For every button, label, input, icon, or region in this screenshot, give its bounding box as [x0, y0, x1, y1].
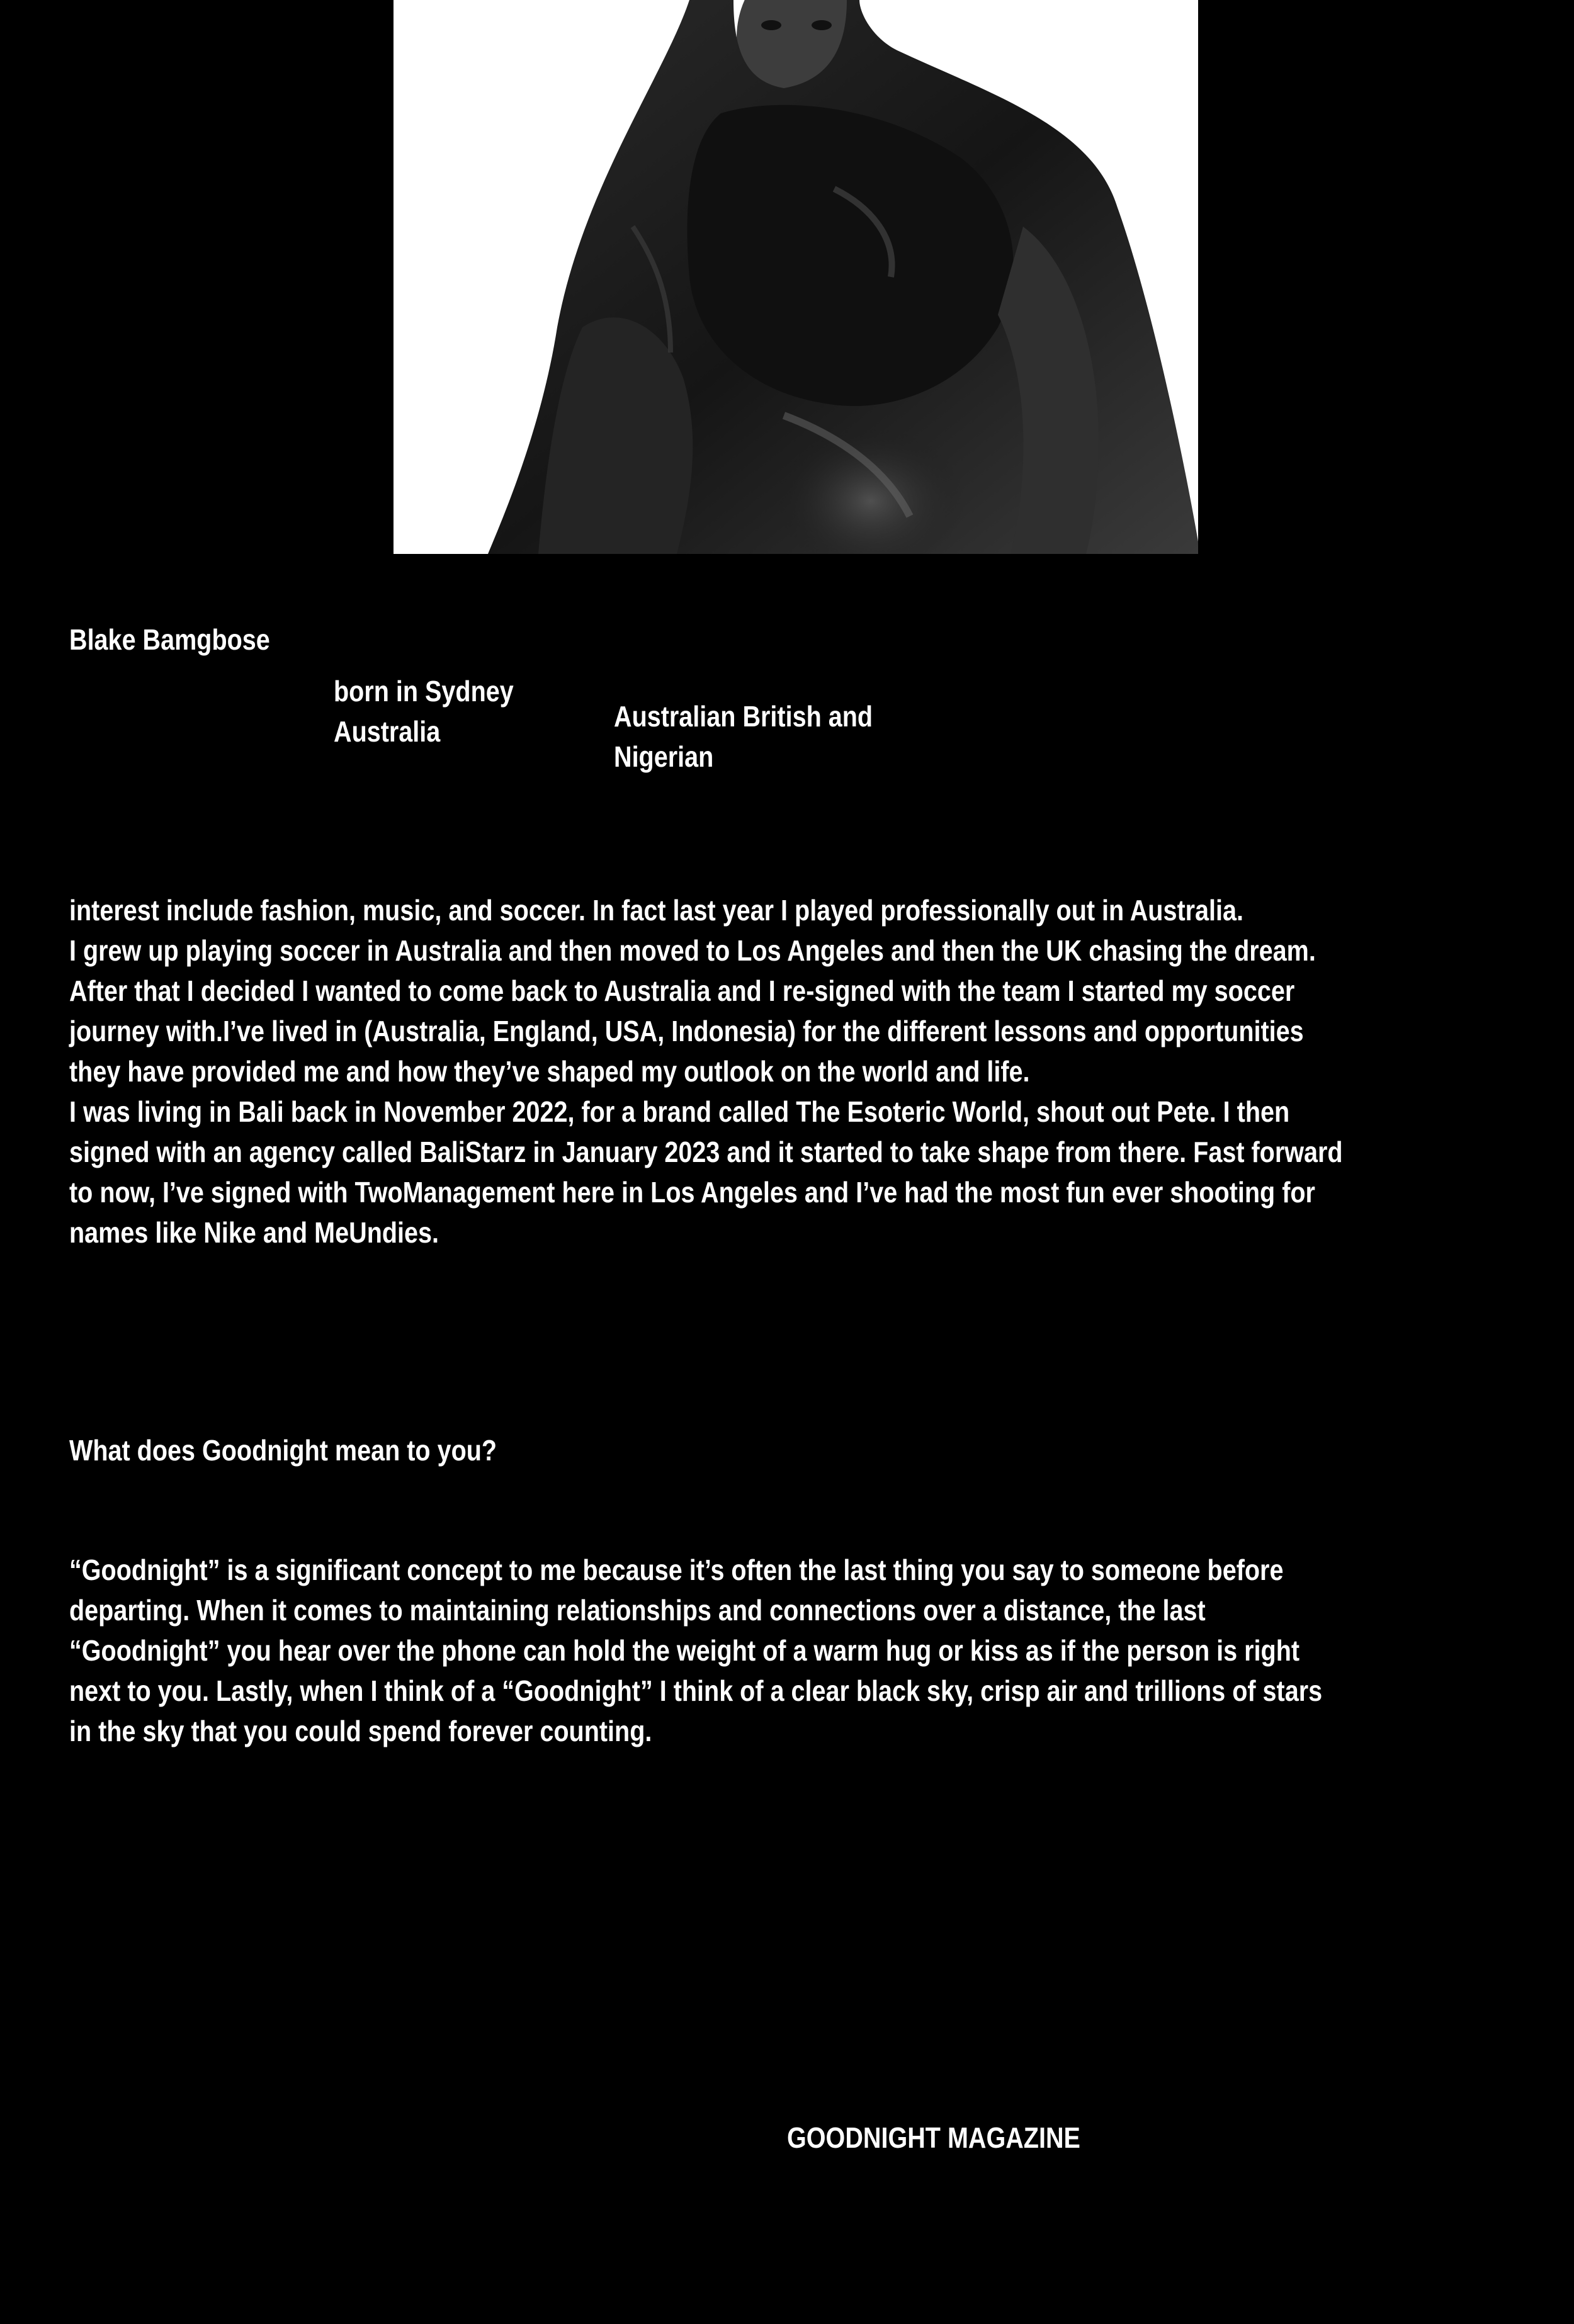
birthplace-text: born in Sydney Australia [334, 675, 514, 748]
portrait-illustration [394, 0, 1198, 554]
bio-paragraph: interest include fashion, music, and soccer. In fact last year I played professionally out in Australia. I grew up playing soccer in Australia and then moved to Los Angeles and then the UK chasing the dream. After that I decided I wanted to come back to Australia and I re-signed with the team I started my soccer journey with.I’ve lived in (Australia, England, USA, Indonesia) for the different lessons and opportunities they have provided me and how they’ve shaped my outlook on the world and life. I was living in Bali back in November 2022, for a brand called The Esoteric World, shout out Pete. I then signed with an agency called BaliStarz in January 2023 and it started to take shape from there. Fast forward to now, I’ve signed with TwoManagement here in Los Angeles and I’ve had the most fun ever shooting for names like Nike and MeUndies. [69, 894, 1343, 1249]
portrait-photo [394, 0, 1198, 554]
heritage-text: Australian British and Nigerian [614, 700, 873, 773]
magazine-brand: GOODNIGHT MAGAZINE [787, 2121, 1080, 2154]
interview-answer: “Goodnight” is a significant concept to me because it’s often the last thing you say to someone before departing. When it comes to maintaining relationships and connections over a distance, the last “Goodnight” you hear over the phone can hold the weight of a warm hug or kiss as if the person is right next to you. Lastly, when I think of a “Goodnight” I think of a clear black sky, crisp air and trillions of stars in the sky that you could spend forever counting. [69, 1554, 1323, 1747]
subject-name: Blake Bamgbose [69, 623, 270, 656]
interview-question: What does Goodnight mean to you? [69, 1434, 497, 1467]
